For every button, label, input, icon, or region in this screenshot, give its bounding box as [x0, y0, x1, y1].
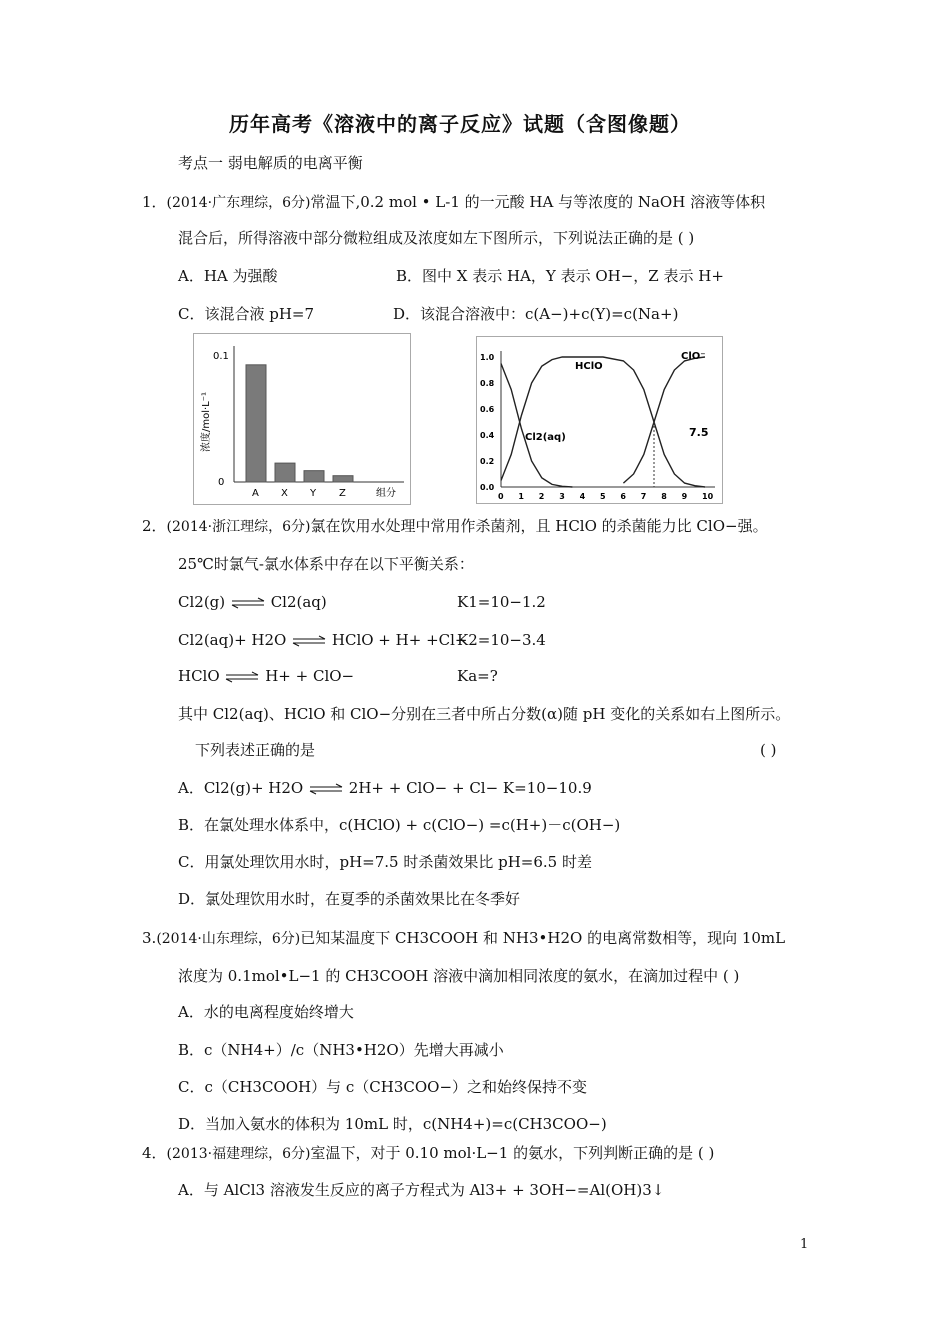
ph-7-5-label: 7.5 — [689, 426, 709, 439]
page-number: 1 — [800, 1237, 809, 1252]
equilibrium-1 — [178, 592, 327, 612]
bar-Z — [333, 476, 353, 482]
q2-option-a — [178, 778, 592, 798]
answer-blank: ( ) — [760, 741, 777, 759]
eq1-left: Cl2(g) — [178, 593, 226, 611]
q3-option-c: C．c（CH3COOH）与 c（CH3COO−）之和始终保持不变 — [178, 1078, 588, 1096]
x-tick-label: Z — [339, 488, 346, 499]
y-tick-label: 1.0 — [480, 353, 495, 362]
question-stem: 室温下，对于 0.10 mol·L−1 的氨水，下列判断正确的是 ( ) — [310, 1144, 715, 1162]
y-tick-label: 0.6 — [480, 405, 495, 414]
eq3-right: H+ + ClO− — [265, 667, 355, 685]
equilibrium-3 — [178, 666, 354, 686]
question-number: 2． — [142, 517, 167, 535]
y-tick-label: 0.8 — [480, 379, 495, 388]
series-line-HClO — [501, 357, 705, 487]
eq2-constant: K2=10−3.4 — [457, 631, 546, 649]
series-line-ClO− — [623, 357, 705, 483]
x-tick-label: 8 — [661, 492, 667, 501]
question-stem: 已知某温度下 CH3COOH 和 NH3•H2O 的电离常数相等，现向 10mL — [300, 929, 786, 947]
x-tick-label: 9 — [681, 492, 688, 501]
x-tick-label: 10 — [702, 492, 714, 501]
equilibrium-2 — [178, 630, 467, 650]
bar-Y — [304, 471, 324, 482]
y-tick-label: 0.4 — [480, 431, 495, 440]
x-tick-label: 6 — [620, 492, 626, 501]
question-2-line-4: 下列表述正确的是 — [195, 741, 316, 759]
y-tick-label: 0 — [218, 477, 225, 488]
q1-option-d: D．该混合溶液中：c(A−)+c(Y)=c(Na+) — [393, 305, 679, 323]
question-2-line-3: 其中 Cl2(aq)、HClO 和 ClO−分别在三者中所占分数(α)随 pH 变化的关系如右上图所示。 — [178, 705, 791, 723]
question-number: 1． — [142, 193, 167, 211]
x-tick-label: 5 — [600, 492, 606, 501]
question-2-line-2: 25℃时氯气-氯水体系中存在以下平衡关系： — [178, 555, 474, 573]
y-tick-label: 0.0 — [480, 483, 495, 492]
clo-curve-label: ClO⁻ — [681, 351, 706, 362]
bar-X — [275, 463, 295, 482]
bar-A — [246, 365, 266, 482]
question-1-line-2: 混合后，所得溶液中部分微粒组成及浓度如左下图所示，下列说法正确的是 ( ) — [178, 229, 695, 247]
question-source: (2014·广东理综，6分) — [166, 195, 311, 211]
q3-option-b: B．c（NH4+）/c（NH3•H2O）先增大再减小 — [178, 1041, 504, 1059]
question-stem: 常温下,0.2 mol • L-1 的一元酸 HA 与等浓度的 NaOH 溶液等体积 — [310, 193, 766, 211]
eq1-constant: K1=10−1.2 — [457, 593, 546, 611]
q1-option-a: A．HA 为强酸 — [178, 267, 278, 285]
q1-option-c: C．该混合液 pH=7 — [178, 305, 315, 323]
x-axis-label: 组分 — [376, 488, 396, 499]
question-number: 4． — [142, 1144, 167, 1162]
y-tick-label: 0.1 — [213, 351, 229, 362]
q3-option-d: D．当加入氨水的体积为 10mL 时，c(NH4+)=c(CH3COO−) — [178, 1115, 607, 1133]
q3-option-a: A．水的电离程度始终增大 — [178, 1003, 354, 1021]
x-tick-label: 3 — [559, 492, 565, 501]
page-title: 历年高考《溶液中的离子反应》试题（含图像题） — [229, 112, 691, 136]
eq3-constant: Ka=? — [457, 667, 498, 685]
y-tick-label: 0.2 — [480, 457, 495, 466]
q2-option-c: C．用氯处理饮用水时，pH=7.5 时杀菌效果比 pH=6.5 时差 — [178, 853, 592, 871]
question-source: (2013·福建理综，6分) — [166, 1146, 311, 1162]
question-3-line-1 — [142, 928, 785, 949]
q2-option-b: B．在氯处理水体系中，c(HClO) + c(ClO−) =c(H+)－c(OH−) — [178, 816, 621, 834]
question-stem: 氯在饮用水处理中常用作杀菌剂，且 HClO 的杀菌能力比 ClO−强。 — [310, 517, 768, 535]
x-tick-label: X — [281, 488, 288, 499]
eq2-right: HClO + H+ +Cl− — [331, 631, 468, 649]
question-3-line-2: 浓度为 0.1mol•L−1 的 CH3COOH 溶液中滴加相同浓度的氨水，在滴加过程中 ( ) — [178, 967, 740, 985]
section-heading: 考点一 弱电解质的电离平衡 — [178, 154, 363, 172]
q2-option-a-right: 2H+ + ClO− + Cl− K=10−10.9 — [348, 779, 592, 797]
line-chart — [477, 337, 722, 503]
equilibrium-arrow-icon — [308, 783, 344, 795]
series-line-Cl2(aq) — [501, 364, 572, 488]
line-chart-figure — [476, 336, 723, 504]
question-2-line-1 — [142, 516, 768, 537]
x-tick-label: 7 — [640, 492, 647, 501]
x-tick-label: A — [252, 488, 259, 499]
x-tick-label: 1 — [518, 492, 524, 501]
question-source: (2014·浙江理综，6分) — [166, 519, 311, 535]
q2-option-d: D．氯处理饮用水时，在夏季的杀菌效果比在冬季好 — [178, 890, 521, 908]
bar-chart-figure — [193, 333, 411, 505]
hclo-curve-label: HClO — [575, 361, 603, 372]
q4-option-a: A．与 AlCl3 溶液发生反应的离子方程式为 Al3+ + 3OH−=Al(OH)3↓ — [178, 1181, 665, 1199]
y-axis-label: 浓度/mol·L⁻¹ — [201, 391, 212, 452]
equilibrium-arrow-icon — [291, 635, 327, 647]
x-tick-label: 2 — [538, 492, 545, 501]
x-tick-label: Y — [310, 488, 317, 499]
question-number: 3. — [142, 929, 157, 947]
eq3-left: HClO — [178, 667, 220, 685]
equilibrium-arrow-icon — [224, 671, 260, 683]
eq1-right: Cl2(aq) — [270, 593, 327, 611]
q2-option-a-left: A．Cl2(g)+ H2O — [178, 779, 304, 797]
x-tick-label: 0 — [498, 492, 504, 501]
question-4-line-1 — [142, 1143, 714, 1164]
cl2-curve-label: Cl2(aq) — [525, 432, 566, 443]
question-1-line-1 — [142, 192, 765, 213]
bar-chart — [194, 334, 410, 504]
q1-option-b: B．图中 X 表示 HA，Y 表示 OH−，Z 表示 H+ — [396, 267, 724, 285]
eq2-left: Cl2(aq)+ H2O — [178, 631, 287, 649]
question-source: (2014·山东理综，6分) — [156, 931, 301, 947]
x-tick-label: 4 — [579, 492, 586, 501]
equilibrium-arrow-icon — [230, 597, 266, 609]
